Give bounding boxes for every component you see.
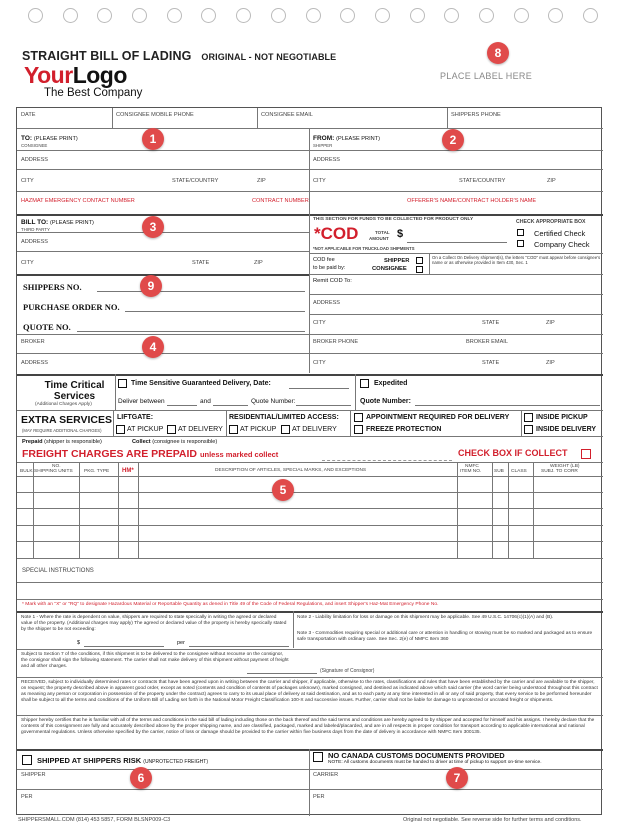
residential-label: RESIDENTIAL/LIMITED ACCESS:: [229, 414, 339, 421]
time-sensitive-checkbox[interactable]: [118, 379, 127, 388]
not-applicable-note: *NOT APPLICABLE FOR TRUCKLOAD SHIPMENTS: [313, 246, 415, 251]
hazmat-contact-field[interactable]: HAZMAT EMERGENCY CONTACT NUMBER: [21, 198, 135, 204]
broker-city-field[interactable]: CITY: [313, 360, 326, 366]
company-check-checkbox[interactable]: [517, 240, 524, 247]
carrier-signature-field[interactable]: CARRIER: [313, 772, 339, 778]
broker-phone-field[interactable]: BROKER PHONE: [313, 339, 359, 345]
liftgate-delivery-checkbox[interactable]: [167, 425, 176, 434]
liftgate-delivery-label: AT DELIVERY: [178, 426, 223, 433]
broker-address-field[interactable]: ADDRESS: [21, 360, 49, 366]
company-tagline: The Best Company: [44, 87, 143, 99]
from-city-field[interactable]: CITY: [313, 178, 326, 184]
shippers-phone-field[interactable]: SHIPPERS PHONE: [451, 112, 501, 118]
shipper-sublabel: SHIPPER: [313, 143, 333, 148]
cod-label: *COD: [314, 224, 359, 243]
deliver-between-label: Deliver between: [118, 398, 165, 405]
binding-hole: [236, 8, 251, 23]
cod-shipper-checkbox[interactable]: [416, 257, 423, 264]
bill-to-address-field[interactable]: ADDRESS: [21, 239, 49, 245]
hazmat-footnote: * Mark with an "X" or "RQ" to designate Hazardous Material or Reportable Quantity as dened in Title 49 of the Code of Federal Regulations, and insert Shipper's Haz-Mat Emergency Phone No.: [22, 602, 439, 607]
certified-check-label: Certified Check: [534, 229, 586, 238]
to-state-field[interactable]: STATE/COUNTRY: [172, 178, 219, 184]
offerer-name-field[interactable]: OFFERER'S NAME/CONTRACT HOLDER'S NAME: [407, 198, 537, 204]
inside-delivery-checkbox[interactable]: [524, 425, 533, 434]
footer-note: Original not negotiable. See reverse side for further terms and conditions.: [403, 817, 582, 823]
amount-label: AMOUNT: [369, 236, 389, 241]
no-canada-customs-checkbox[interactable]: [313, 752, 323, 762]
binding-hole: [306, 8, 321, 23]
col-pkg-type: PKG. TYPE: [84, 469, 110, 474]
shipped-at-risk-label: SHIPPED AT SHIPPERS RISK (UNPROTECTED FREIGHT): [37, 756, 209, 765]
paid-by-label: to be paid by:: [313, 265, 346, 271]
residential-delivery-checkbox[interactable]: [281, 425, 290, 434]
canada-customs-note: NOTE: All customs documents must be handed to driver at time of pickup to support on-time service.: [328, 760, 542, 765]
marker-badge-8: 8: [487, 42, 509, 64]
binding-hole: [375, 8, 390, 23]
logo-logo: Logo: [72, 62, 127, 88]
extra-services-note: (MAY REQUIRE ADDITIONAL CHARGES): [22, 428, 102, 433]
col-weight: WEIGHT (LB): [550, 464, 580, 469]
binding-hole: [271, 8, 286, 23]
col-no: NO.: [52, 464, 61, 469]
date-field[interactable]: DATE: [21, 112, 36, 118]
broker-email-field[interactable]: BROKER EMAIL: [466, 339, 508, 345]
shippers-no-label: SHIPPERS NO.: [23, 282, 82, 292]
residential-delivery-label: AT DELIVERY: [292, 426, 337, 433]
marker-badge-1: 1: [142, 128, 164, 150]
liftgate-label: LIFTGATE:: [117, 414, 154, 421]
additional-charges-note: (Additional Charges Apply): [35, 402, 92, 407]
binding-hole: [167, 8, 182, 23]
binding-hole: [63, 8, 78, 23]
freight-prepaid-banner: FREIGHT CHARGES ARE PREPAID unless marked collect: [22, 448, 279, 460]
cod-shipper-label: SHIPPER: [384, 258, 410, 264]
liftgate-pickup-checkbox[interactable]: [116, 425, 125, 434]
extra-services-title: EXTRA SERVICES: [21, 414, 113, 426]
remit-state-field[interactable]: STATE: [482, 320, 500, 326]
and-label: and: [200, 398, 211, 405]
shipper-signature-field[interactable]: SHIPPER: [21, 772, 46, 778]
remit-zip-field[interactable]: ZIP: [546, 320, 555, 326]
note-1: Note 1 - Where the rate is dependent on value, shippers are required to state specically in writing the agreed or declared value of the property. (Additional charges may apply) The agreed or declared value of the property is hereby specically stated by the shipper to be not exceeding:: [21, 615, 287, 632]
bill-to-state-field[interactable]: STATE: [192, 260, 210, 266]
bill-to-city-field[interactable]: CITY: [21, 260, 34, 266]
shipper-certification: Shipper hereby certifies that he is familiar with all of the terms and conditions in the said bill of lading including those on the back thereof and the said terms and conditions are hereby agreed to by shipper and accepted for himself and his assigns. I hereby declare that the contents of this consignment are fully and accurately described above by the proper shipping name, and are classified, packaged, marked and labeled/placarded, and are in all respects in proper condition for transport according to applicable international and national governmental regulations. Unless otherwise specified by the carrier, notice of loss or damage should be provided to the carrier within five business days from the date of delivery in accordance with NMFC Item 300135.: [21, 718, 595, 735]
remit-address-field[interactable]: ADDRESS: [313, 300, 341, 306]
collect-label: Collect (consignee is responsible): [132, 439, 218, 445]
note-2: Note 2 - Liability limitation for loss or damage on this shipment may be applicable. See 49 U.S.C. 14706(c)(1)(A) and (B).: [297, 615, 554, 620]
inside-pickup-label: INSIDE PICKUP: [536, 414, 588, 421]
inside-pickup-checkbox[interactable]: [524, 413, 533, 422]
company-logo: [24, 62, 127, 89]
time-sensitive-label: Time Sensitive Guaranteed Delivery, Date:: [131, 380, 271, 387]
cod-consignee-checkbox[interactable]: [416, 266, 423, 273]
marker-badge-4: 4: [142, 336, 164, 358]
carrier-per-field[interactable]: PER: [313, 794, 325, 800]
marker-badge-2: 2: [442, 129, 464, 151]
binding-hole: [548, 8, 563, 23]
from-state-field[interactable]: STATE/COUNTRY: [459, 178, 506, 184]
binding-hole: [583, 8, 598, 23]
cod-consignee-label: CONSIGNEE: [372, 266, 407, 272]
cod-fee-label: COD fee: [313, 257, 335, 263]
note-3: Note 3 - Commodities requiring special or additional care or attention in handling or stowing must be so marked and packaged as to ensure safe transportation with ordinary care. See Sec. 2(e) of NMFC Item 360: [297, 631, 593, 642]
cod-dollar-sign: $: [397, 228, 404, 240]
total-label: TOTAL: [375, 230, 390, 235]
remit-city-field[interactable]: CITY: [313, 320, 326, 326]
quote-no-label: QUOTE NO.: [23, 322, 71, 332]
certified-check-checkbox[interactable]: [517, 229, 524, 236]
third-party-sublabel: THIRD PARTY: [21, 227, 50, 232]
binding-holes: [28, 8, 598, 23]
marker-badge-5: 5: [272, 479, 294, 501]
prepaid-label: Prepaid (shipper is responsible): [22, 439, 102, 445]
broker-zip-field[interactable]: ZIP: [546, 360, 555, 366]
binding-hole: [479, 8, 494, 23]
from-address-field[interactable]: ADDRESS: [313, 157, 341, 163]
footer-form-id: SHIPPERSMALL.COM (814) 453 5857, FORM BLSNP009-C3: [18, 817, 171, 823]
marker-badge-3: 3: [142, 216, 164, 238]
bill-of-lading-form: [16, 107, 602, 815]
expedited-label: Expedited: [374, 380, 408, 387]
freeze-protection-checkbox[interactable]: [354, 425, 363, 434]
collect-checkbox[interactable]: [581, 449, 591, 459]
broker-state-field[interactable]: STATE: [482, 360, 500, 366]
binding-hole: [410, 8, 425, 23]
appointment-checkbox[interactable]: [354, 413, 363, 422]
col-nmfc: NMFC: [465, 464, 479, 469]
to-address-field[interactable]: ADDRESS: [21, 157, 49, 163]
col-bulk: BULK: [20, 469, 33, 474]
cod-section-note: THIS SECTION FOR FUNDS TO BE COLLECTED FOR PRODUCT ONLY: [313, 217, 474, 222]
col-shipping-units: SHIPPING UNITS: [34, 469, 73, 474]
to-zip-field[interactable]: ZIP: [257, 178, 266, 184]
from-zip-field[interactable]: ZIP: [547, 178, 556, 184]
bill-to-label: BILL TO: (PLEASE PRINT): [21, 219, 94, 226]
binding-hole: [97, 8, 112, 23]
section-7-statement: Subject to Section 7 of the conditions, if this shipment is to be delivered to the consignee without recourse on the consignor, the consignor shall sign the following statement. The carrier shall not make delivery of this shipment without payment of freight and all other charges.: [21, 652, 289, 669]
col-item-no: ITEM NO.: [460, 469, 482, 474]
freeze-protection-label: FREEZE PROTECTION: [366, 426, 442, 433]
purchase-order-label: PURCHASE ORDER NO.: [23, 302, 120, 312]
expedited-checkbox[interactable]: [360, 379, 369, 388]
consignee-sublabel: CONSIGNEE: [21, 143, 48, 148]
consignee-email-field[interactable]: CONSIGNEE EMAIL: [261, 112, 313, 118]
col-hm: HM*: [122, 468, 134, 474]
document-title: [22, 49, 336, 63]
col-description: DESCRIPTION OF ARTICLES, SPECIAL MARKS, AND EXCEPTIONS: [215, 468, 367, 473]
company-check-label: Company Check: [534, 240, 590, 249]
logo-your: Your: [24, 62, 73, 88]
check-if-collect-label: CHECK BOX IF COLLECT: [458, 448, 568, 458]
remit-cod-field[interactable]: Remit COD To:: [313, 278, 352, 284]
col-class: CLASS: [511, 469, 527, 474]
quote-number-2-label: Quote Number:: [360, 398, 411, 405]
to-label: TO: (PLEASE PRINT): [21, 135, 78, 142]
no-canada-customs-label: NO CANADA CUSTOMS DOCUMENTS PROVIDED: [328, 751, 505, 760]
shipped-at-risk-checkbox[interactable]: [22, 755, 32, 765]
col-sub: SUB: [494, 469, 504, 474]
shipper-per-field[interactable]: PER: [21, 794, 33, 800]
cod-note: On a Collect On Delivery shipment(s), the letters "COD" must appear before consignee's name or as otherwise provided in Item 430, Sec. 1: [432, 255, 601, 265]
binding-hole: [28, 8, 43, 23]
consignor-signature-label: (Signature of Consignor): [320, 668, 375, 674]
residential-pickup-label: AT PICKUP: [240, 426, 277, 433]
consignee-mobile-field[interactable]: CONSIGNEE MOBILE PHONE: [116, 112, 194, 118]
residential-pickup-checkbox[interactable]: [229, 425, 238, 434]
received-terms: RECEIVED, subject to individually determined rates or contracts that have been agreed upon in writing between the carrier and shipper, if applicable, otherwise to the rates, classifications and rules that have been established by the carrier and are available to the shipper, on request; the property described above in apparent good order, except as noted (contents and condition of contents of packages unknown), marked consigned, and destined as indicated above which said carrier (the word carrier being understood throughout this contract as meaning any person or corporation in possession of the property under the contract) agrees to carry to its usual place of delivery at said destination, and as to each party at any time interested in all or any of said property, that every service to be performed hereunder shall be subject to all the terms and conditions of the Uniform Bill of Lading set forth in the National Motor Freight Classification 100-X and successive issues. Further, carrier shall not be liable for damage to unprotected or uncrated freight or shipments.: [21, 680, 598, 703]
title-subtitle: ORIGINAL - NOT NEGOTIABLE: [201, 52, 337, 62]
marker-badge-9: 9: [140, 275, 162, 297]
liftgate-pickup-label: AT PICKUP: [127, 426, 164, 433]
binding-hole: [444, 8, 459, 23]
special-instructions-field[interactable]: SPECIAL INSTRUCTIONS: [22, 568, 94, 574]
marker-badge-7: 7: [446, 767, 468, 789]
appointment-label: APPOINTMENT REQUIRED FOR DELIVERY: [366, 414, 510, 421]
time-critical-title: Time Critical Services: [44, 380, 105, 402]
place-label-area: PLACE LABEL HERE: [440, 71, 533, 81]
marker-badge-6: 6: [130, 767, 152, 789]
title-text: STRAIGHT BILL OF LADING: [22, 49, 192, 63]
to-city-field[interactable]: CITY: [21, 178, 34, 184]
col-subj-corr: SUBJ. TO CORR: [541, 469, 578, 474]
quote-number-label: Quote Number:: [251, 398, 296, 405]
declared-value-per: per: [177, 640, 185, 646]
binding-hole: [340, 8, 355, 23]
binding-hole: [514, 8, 529, 23]
binding-hole: [201, 8, 216, 23]
contract-number-field[interactable]: CONTRACT NUMBER: [252, 198, 309, 204]
check-appropriate-box: CHECK APPROPRIATE BOX: [516, 219, 586, 225]
binding-hole: [132, 8, 147, 23]
broker-field[interactable]: BROKER: [21, 339, 45, 345]
from-label: FROM: (PLEASE PRINT): [313, 135, 380, 142]
bill-to-zip-field[interactable]: ZIP: [254, 260, 263, 266]
inside-delivery-label: INSIDE DELIVERY: [536, 426, 597, 433]
declared-value-dollar: $: [77, 640, 81, 646]
